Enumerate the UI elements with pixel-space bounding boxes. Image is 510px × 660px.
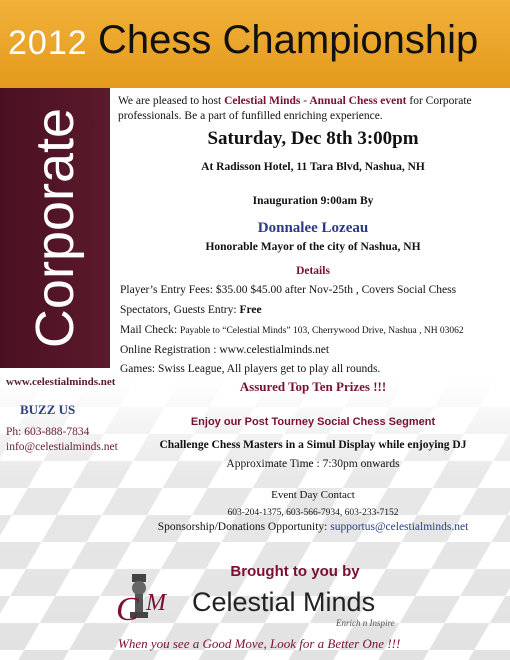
intro-text-post: for Corporate professionals. Be a part of funfilled enriching experience. (118, 95, 472, 122)
intro-text-pre: We are pleased to host (118, 95, 225, 107)
prizes-banner: Assured Top Ten Prizes !!! (239, 379, 387, 394)
intro-paragraph (118, 94, 504, 124)
mail-check (120, 324, 464, 336)
mail-check-address: Payable to “Celestial Minds” 103, Cherrywood Drive, Nashua , NH 03062 (180, 326, 464, 336)
logo-m-letter: M (146, 590, 166, 616)
buzz-us-heading: BUZZ US (20, 402, 76, 417)
sponsorship-email-link[interactable]: supportus@celestialminds.net (330, 521, 469, 533)
sponsorship-line (118, 521, 508, 533)
celestial-minds-logo (112, 570, 182, 630)
brand-tagline: Enrich n Inspire (336, 618, 395, 628)
event-venue: At Radisson Hotel, 11 Tara Blvd, Nashua, NH (201, 161, 425, 173)
games-format: Games: Swiss League, All players get to play all rounds. (120, 363, 381, 375)
mail-check-label: Mail Check: (120, 324, 181, 336)
sponsorship-label: Sponsorship/Donations Opportunity: (157, 521, 331, 533)
event-day-contact-heading: Event Day Contact (271, 489, 355, 501)
sidebar-website-link[interactable]: www.celestialminds.net (6, 376, 116, 388)
spectators-label: Spectators, Guests Entry: (120, 304, 240, 316)
entry-fees: Player’s Entry Fees: $35.00 $45.00 after Nov-25th , Covers Social Chess (120, 284, 457, 296)
simul-challenge: Challenge Chess Masters in a Simul Display while enjoying DJ (159, 439, 467, 451)
event-title: Chess Championship (98, 18, 479, 62)
intro-event-name: Celestial Minds - Annual Chess event (224, 95, 407, 107)
brand-name: Celestial Minds (192, 587, 376, 617)
spectators-value: Free (239, 304, 262, 316)
mayor-title: Honorable Mayor of the city of Nashua, NH (205, 241, 421, 253)
inauguration-time: Inauguration 9:00am By (252, 195, 374, 207)
event-date: Saturday, Dec 8th 3:00pm (207, 128, 419, 149)
footer-motto: When you see a Good Move, Look for a Better One !!! (118, 636, 401, 651)
contact-phone: Ph: 603-888-7834 (6, 426, 90, 438)
pawn-head-icon (132, 574, 146, 582)
logo-c-letter: C (116, 591, 139, 628)
mayor-name: Donnalee Lozeau (257, 220, 369, 236)
details-heading: Details (296, 265, 330, 277)
brought-to-you-by: Brought to you by (230, 563, 360, 580)
contact-email-link[interactable]: info@celestialminds.net (6, 441, 118, 453)
sidebar-panel (0, 88, 110, 368)
online-registration[interactable]: Online Registration : www.celestialminds.net (120, 344, 330, 356)
sidebar-vertical-label: Corporate (25, 107, 85, 349)
social-segment-heading: Enjoy our Post Tourney Social Chess Segment (190, 416, 436, 428)
spectators-entry (120, 304, 262, 316)
approximate-time: Approximate Time : 7:30pm onwards (226, 458, 400, 470)
header-banner (0, 0, 510, 88)
event-day-phones: 603-204-1375, 603-566-7934, 603-233-7152 (227, 508, 399, 518)
event-year: 2012 (8, 24, 88, 62)
